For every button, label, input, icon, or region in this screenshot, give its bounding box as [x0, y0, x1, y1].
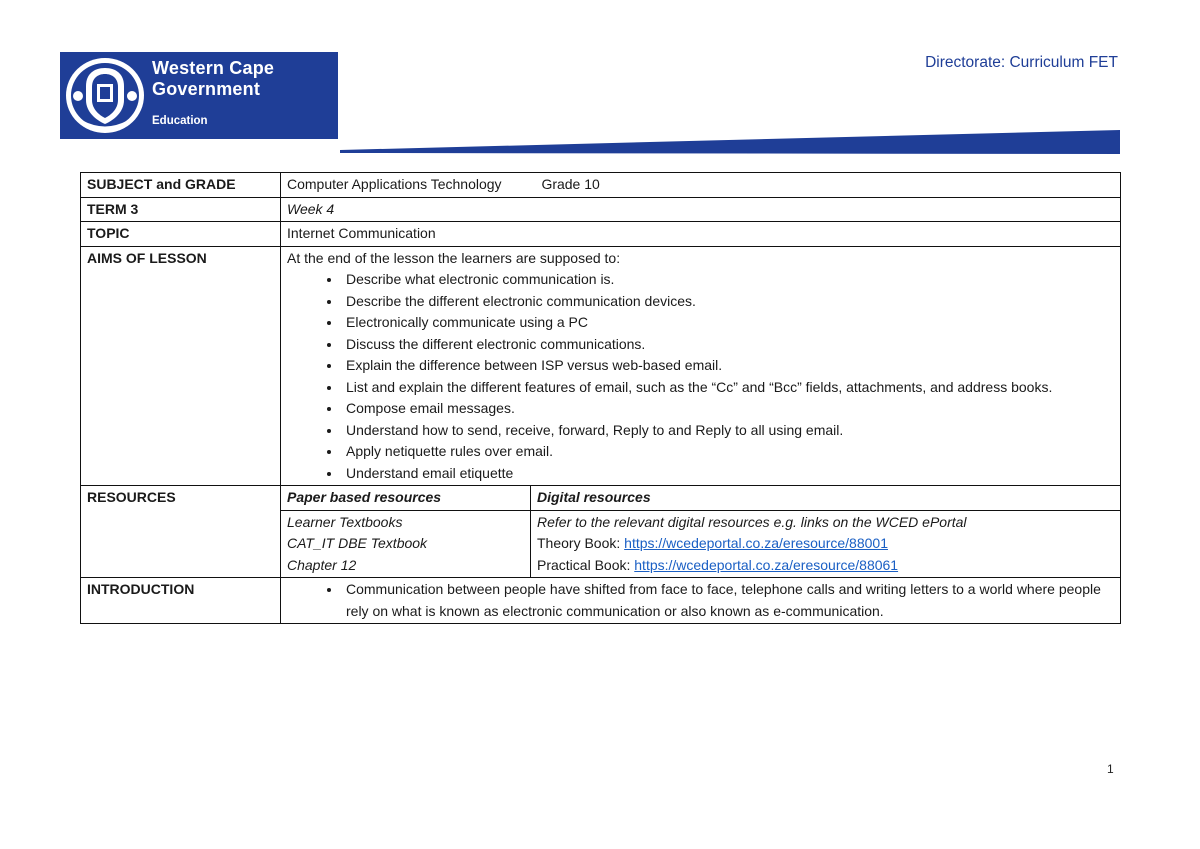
- directorate-heading: Directorate: Curriculum FET: [925, 54, 1118, 71]
- paper-resource-item: CAT_IT DBE Textbook: [287, 535, 428, 551]
- introduction-content: [281, 578, 1121, 624]
- row-subject-grade: [81, 173, 1121, 198]
- coat-of-arms-icon: [64, 56, 146, 135]
- page-number: 1: [1107, 762, 1114, 776]
- aims-list: [287, 269, 1114, 484]
- subject-grade-label: SUBJECT and GRADE: [81, 173, 281, 198]
- row-resources-header: [81, 486, 1121, 511]
- list-item: • List and explain the different features of email, such as the “Cc” and “Bcc” fields, attachments, and address books.: [342, 377, 1114, 399]
- aims-label: AIMS OF LESSON: [81, 246, 281, 486]
- digital-resources-note: Refer to the relevant digital resources e.g. links on the WCED ePortal: [537, 513, 967, 530]
- topic-value: Internet Communication: [281, 222, 1121, 247]
- aims-content: [281, 246, 1121, 486]
- practical-book-line: [537, 555, 1114, 577]
- list-item: • Describe what electronic communication is.: [342, 269, 1114, 291]
- logo-title-line1: Western Cape: [152, 58, 275, 78]
- paper-resources-header: Paper based resources: [281, 486, 531, 511]
- paper-resources-list: [281, 510, 531, 578]
- term-week-value: Week 4: [281, 197, 1121, 222]
- list-item: • Understand how to send, receive, forward, Reply to and Reply to all using email.: [342, 420, 1114, 442]
- logo-subtitle: Education: [152, 115, 208, 127]
- grade-value: Grade 10: [541, 176, 600, 192]
- list-item: • Communication between people have shifted from face to face, telephone calls and writing letters to a world where people rely on what is known as electronic communication or also known as e-communication.: [342, 579, 1114, 622]
- resources-label: RESOURCES: [81, 486, 281, 578]
- digital-resources-list: [531, 510, 1121, 578]
- logo-title-line2: Government: [152, 79, 261, 99]
- list-item: • Understand email etiquette: [342, 463, 1114, 485]
- digital-resources-header: Digital resources: [531, 486, 1121, 511]
- subject-grade-value: [281, 173, 1121, 198]
- wcg-logo: [60, 52, 338, 139]
- aims-intro: At the end of the lesson the learners are supposed to:: [287, 249, 621, 266]
- list-item: • Explain the difference between ISP versus web-based email.: [342, 355, 1114, 377]
- row-introduction: [81, 578, 1121, 624]
- theory-book-line: [537, 533, 1114, 555]
- list-item: • Apply netiquette rules over email.: [342, 441, 1114, 463]
- header-swoosh: [340, 128, 1120, 156]
- theory-book-label: Theory Book:: [537, 535, 625, 551]
- subject-name: Computer Applications Technology: [287, 176, 502, 192]
- list-item: • Compose email messages.: [342, 398, 1114, 420]
- introduction-list: [287, 579, 1114, 622]
- paper-resource-item: Learner Textbooks: [287, 513, 403, 530]
- paper-resource-item: Chapter 12: [287, 556, 357, 573]
- row-topic: [81, 222, 1121, 247]
- row-term: [81, 197, 1121, 222]
- topic-label: TOPIC: [81, 222, 281, 247]
- list-item: • Discuss the different electronic communications.: [342, 334, 1114, 356]
- theory-book-link[interactable]: https://wcedeportal.co.za/eresource/88001: [624, 535, 888, 551]
- lesson-plan-table: [80, 172, 1121, 624]
- row-aims: [81, 246, 1121, 486]
- term-label: TERM 3: [81, 197, 281, 222]
- practical-book-link[interactable]: https://wcedeportal.co.za/eresource/88061: [634, 556, 899, 573]
- practical-book-label: Practical Book:: [537, 556, 635, 573]
- list-item: • Electronically communicate using a PC: [342, 312, 1114, 334]
- list-item: • Describe the different electronic communication devices.: [342, 291, 1114, 313]
- introduction-label: INTRODUCTION: [81, 578, 281, 624]
